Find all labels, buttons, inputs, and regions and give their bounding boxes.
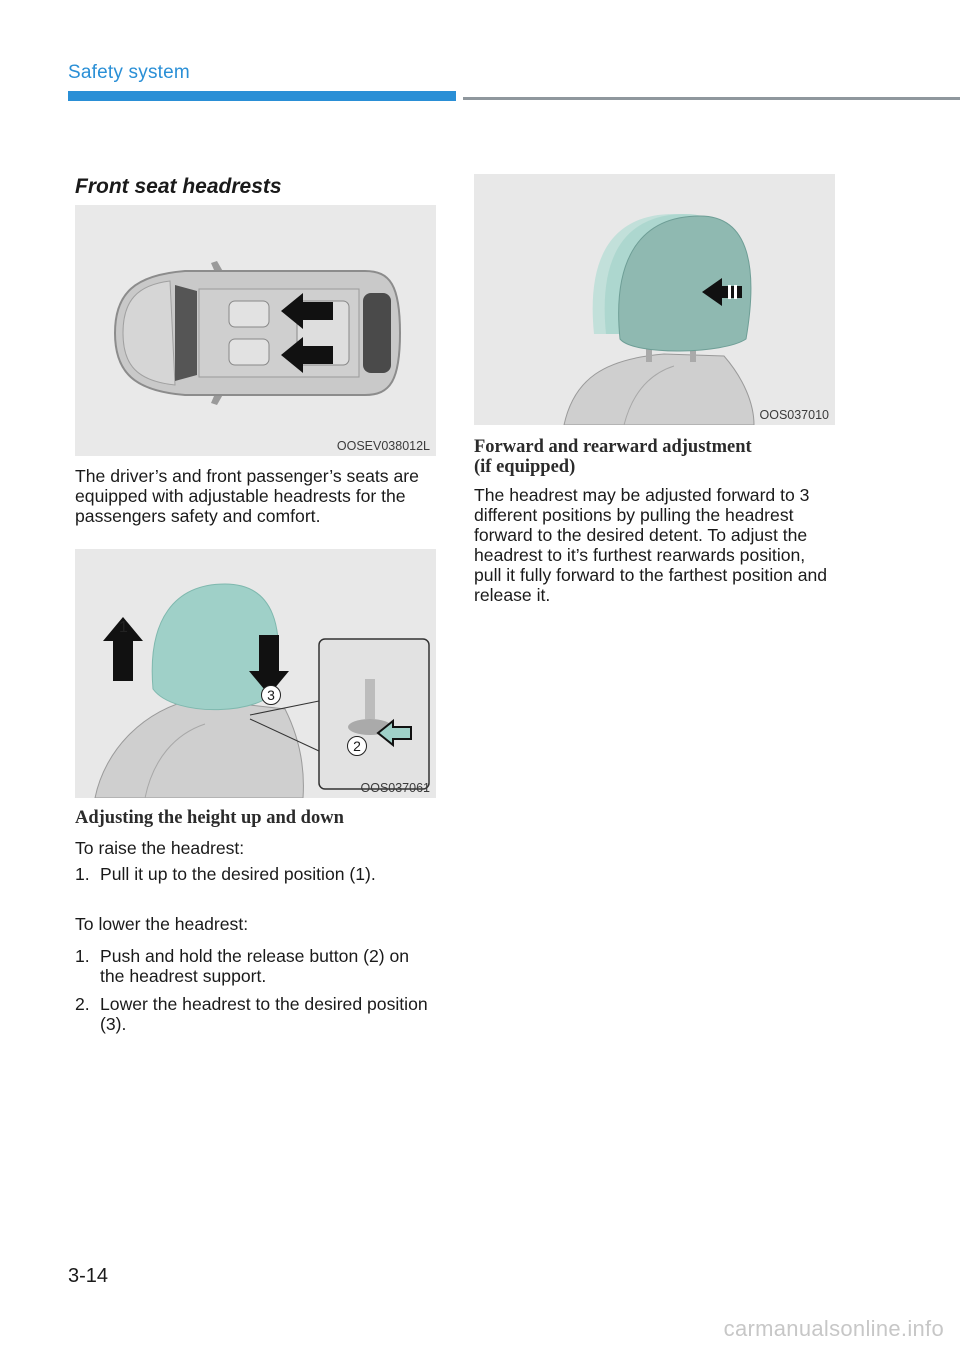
lower-label: To lower the headrest:: [75, 914, 249, 934]
forward-adjust-paragraph: The headrest may be adjusted forward to 3 different positions by pulling the headrest forward to the desired detent. To adjust the headrest to it’s furthest rearwards position, pull it fully forward to the farthest position and release it.: [474, 485, 828, 605]
figure-code: OOS037010: [759, 408, 829, 422]
lower-step-1: [75, 946, 437, 986]
car-top-view-figure: [75, 205, 436, 456]
header-accent-bar: [68, 91, 456, 101]
section-title: Safety system: [68, 62, 190, 83]
headrest-height-illustration: [75, 549, 436, 798]
callout-1: 1: [119, 619, 128, 636]
figure-code: OOS037061: [360, 781, 430, 795]
raise-step-1: [75, 864, 437, 884]
headrest-forward-illustration: [474, 174, 835, 425]
forward-adjust-heading: [474, 437, 752, 477]
header-rule: [463, 97, 960, 100]
car-top-view-illustration: [75, 205, 436, 456]
step-text: Pull it up to the desired position (1).: [100, 864, 376, 884]
heading-line-1: Forward and rearward adjustment: [474, 437, 752, 457]
figure-code: OOSEV038012L: [336, 439, 430, 453]
headrest-height-figure: [75, 549, 436, 798]
intro-paragraph: The driver’s and front passenger’s seats are equipped with adjustable headrests for the passengers safety and comfort.: [75, 466, 419, 526]
raise-label: To raise the headrest:: [75, 838, 245, 858]
callout-2: 2: [347, 736, 367, 756]
page-number: 3-14: [68, 1265, 109, 1287]
lower-step-2: [75, 994, 437, 1034]
heading-line-2: (if equipped): [474, 457, 576, 477]
step-number: 2.: [75, 994, 90, 1014]
height-adjust-heading: Adjusting the height up and down: [75, 808, 344, 828]
step-text: Push and hold the release button (2) on the headrest support.: [100, 946, 410, 986]
step-text: Lower the headrest to the desired position (3).: [100, 994, 428, 1034]
step-number: 1.: [75, 864, 90, 884]
headrest-forward-figure: [474, 174, 835, 425]
callout-3: 3: [261, 685, 281, 705]
section-heading: Front seat headrests: [75, 175, 282, 198]
step-number: 1.: [75, 946, 90, 966]
watermark: carmanualsonline.info: [723, 1316, 944, 1341]
